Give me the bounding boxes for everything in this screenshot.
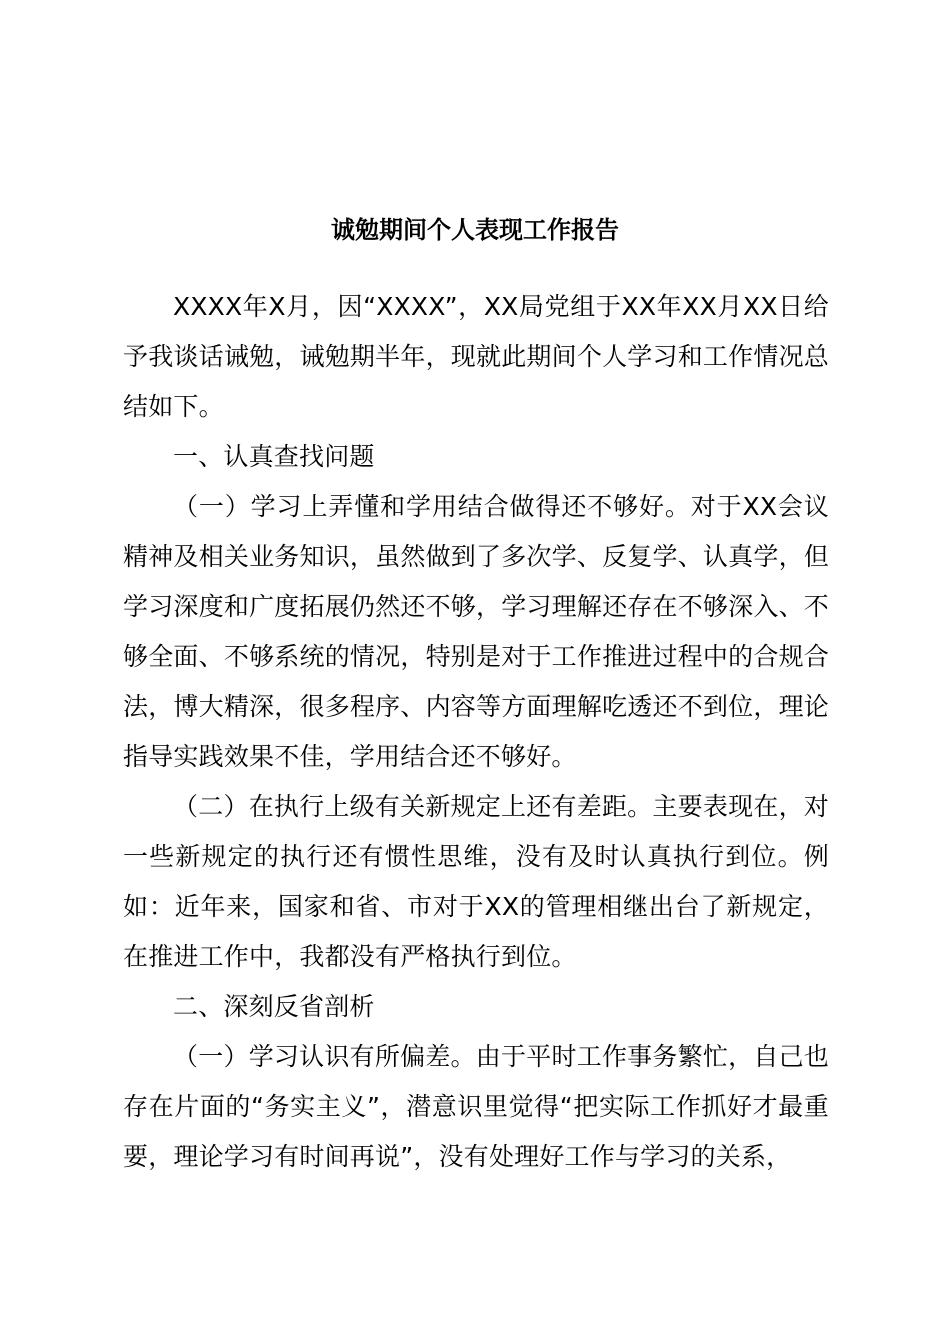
intro-paragraph: XXXX年X月，因“XXXX”，XX局党组于XX年XX月XX日给予我谈话诫勉，诫勉期半年，现就此期间个人学习和工作情况总结如下。: [123, 292, 829, 421]
section-heading-2: 二、深刻反省剖析: [173, 992, 375, 1021]
document-body: [123, 282, 829, 1182]
paragraph-1-2: （二）在执行上级有关新规定上还有差距。主要表现在，对一些新规定的执行还有惯性思维，没有及时认真执行到位。例如：近年来，国家和省、市对于XX的管理相继出台了新规定，在推进工作中，我都没有严格执行到位。: [123, 792, 829, 971]
document-title: 诚勉期间个人表现工作报告: [331, 216, 619, 244]
paragraph-2-1: （一）学习认识有所偏差。由于平时工作事务繁忙，自己也存在片面的“务实主义”，潜意识里觉得“把实际工作抓好才最重要，理论学习有时间再说”，没有处理好工作与学习的关系，: [123, 1042, 829, 1171]
section-heading-1: 一、认真查找问题: [173, 442, 375, 471]
paragraph-1-1: （一）学习上弄懂和学用结合做得还不够好。对于XX会议精神及相关业务知识，虽然做到了多次学、反复学、认真学，但学习深度和广度拓展仍然还不够，学习理解还存在不够深入、不够全面、不够系统的情况，特别是对于工作推进过程中的合规合法，博大精深，很多程序、内容等方面理解吃透还不到位，理论指导实践效果不佳，学用结合还不够好。: [123, 492, 829, 771]
